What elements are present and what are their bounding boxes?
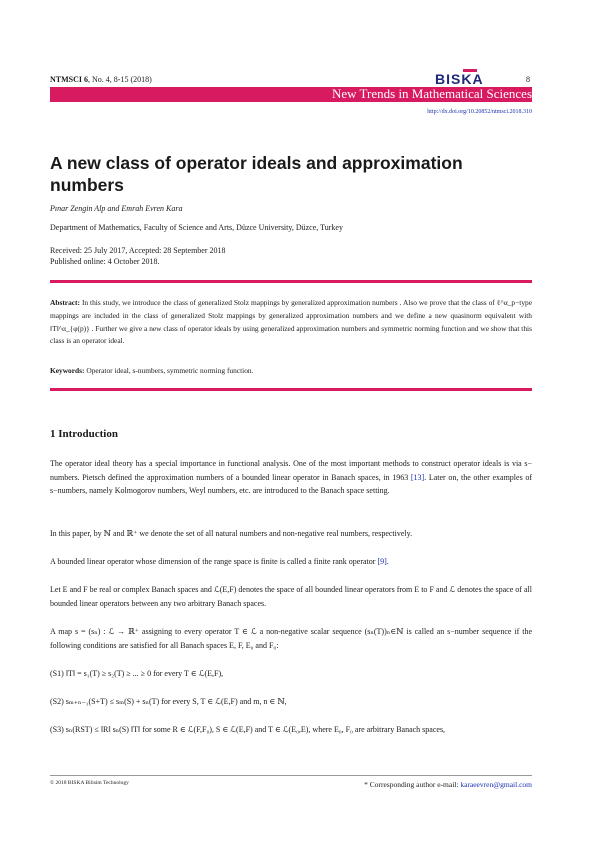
keywords-label: Keywords: [50,366,85,375]
article-title: A new class of operator ideals and approximation numbers [50,153,463,195]
abstract-line-1: In this study, we introduce the class of generalized Stolz mappings by generalized approximation numbers . Also we prove [81,298,447,307]
paragraph-1 [50,457,532,498]
p1-rest: . Later on, the other examples of s−numbers, namely Kolmogorov numbers, Weyl numbers, etc. are introduced to the Banach space setting. [50,472,533,495]
journal-name: New Trends in Mathematical Sciences [331,86,532,101]
abstract-label: Abstract: [50,298,80,307]
divider-top [50,280,532,283]
condition-s1: (S1) ‖T‖ = s₁(T) ≥ s₂(T) ≥ ... ≥ 0 for every T ∈ ℒ(E,F), [50,669,224,678]
corr-label: * Corresponding author e-mail: [364,780,461,789]
paragraph-2: In this paper, by ℕ and ℝ⁺ we denote the set of all natural numbers and non-negative real numbers, respectively. [50,529,413,538]
received-accepted: Received: 25 July 2017, Accepted: 28 September 2018 [50,246,226,255]
abstract-line-4: numbers and symmetric norming function and we show that this class is an operator ideal. [50,323,532,346]
page-number: 8 [526,75,530,84]
doi-link[interactable]: http://dx.doi.org/10.20852/ntmsci.2018.310 [427,109,532,115]
citation-9[interactable]: [9] [377,557,387,566]
logo-text: BISKA [435,71,484,87]
affiliation: Department of Mathematics, Faculty of Science and Arts, Düzce University, Düzce, Turkey [50,223,343,232]
abstract-line-2: that the class of ℓ^α_p−type mappings are included in the class of generalized Stolz mappings by generalized approximation numbers and [50,298,532,320]
condition-s3: (S3) sₙ(RST) ≤ ‖R‖ sₙ(S) ‖T‖ for some R ∈ ℒ(F,F₀), S ∈ ℒ(E,F) and T ∈ ℒ(E₀,E), where E₀, F₀ are arbitrary Banach spaces, [50,725,446,734]
corr-email[interactable]: karaeevren@gmail.com [460,780,532,789]
journal-abbrev: NTMSCI [50,75,83,84]
biska-logo [433,67,505,87]
p3-text: A bounded linear operator whose dimension of the range space is finite is called a finite rank operator [50,557,376,566]
authors: Pınar Zengin Alp and Emrah Evren Kara [50,204,183,213]
paragraph-3 [50,555,532,569]
section-heading: 1 Introduction [50,428,118,440]
article-dates [50,245,226,267]
p1-text: The operator ideal theory has a special importance in functional analysis. One of the most important methods to construct operator ideals is via s− numbers. Pietsch defined the approximation numbers of a bounded linear operator in Banach spaces, in 1963 [50,459,532,482]
paragraph-4: Let E and F be real or complex Banach spaces and ℒ(E,F) denotes the space of all bounded linear operators from E to F and ℒ denotes the space of all bounded linear operators between any two arbitrary Banach spaces. [50,585,532,608]
footer-rule [50,775,532,776]
p3-end: . [386,557,389,566]
keywords-text: Operator ideal, s-numbers, symmetric norming function. [86,366,254,375]
copyright: © 2018 BISKA Bilisim Technology [50,780,129,786]
keywords [50,366,253,375]
journal-volume: 6 [84,75,89,84]
citation-13[interactable]: [13] [410,472,425,482]
abstract [50,297,532,348]
paragraph-5: A map s = (sₙ) : ℒ → ℝ⁺ assigning to every operator T ∈ ℒ a non-negative scalar sequence (sₙ(T))ₙ∈ℕ is called an s−number sequence if the following conditions are satisfied for all Banach spaces E, F, E₀ and F₀: [50,627,532,650]
corresponding-author [364,780,532,789]
divider-bottom [50,388,532,391]
condition-s2: (S2) sₘ₊ₙ₋₁(S+T) ≤ sₘ(S) + sₙ(T) for every S, T ∈ ℒ(E,F) and m, n ∈ ℕ, [50,697,287,706]
abstract-line-3: we define a new quasinorm equivalent with ‖T‖^α_{φ(p)} . Further we give a new class of operator ideals by using generalized approximation [50,310,532,333]
citation-rest: , No. 4, 8-15 (2018) [88,75,152,84]
published-online: Published online: 4 October 2018. [50,257,160,266]
journal-citation [50,75,152,84]
